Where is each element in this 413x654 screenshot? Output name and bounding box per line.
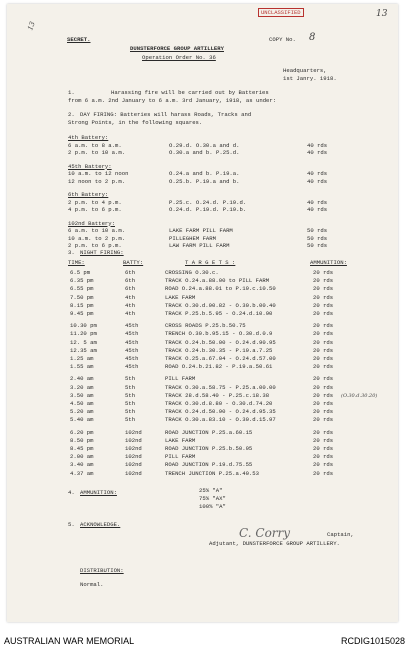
- night-row-battery: 4th: [125, 310, 136, 317]
- night-header-target: T A R G E T S :: [185, 259, 236, 266]
- night-row-rounds: 20 rds: [313, 338, 334, 346]
- night-row-battery: 45th: [125, 330, 139, 338]
- night-row-target: TRACK O.24.b.30.35 - P.19.a.7.25: [165, 346, 273, 354]
- night-row-target: TRACK O.24.d.50.90 - O.24.d.95.35: [165, 408, 276, 416]
- night-row-rounds: 20 rds: [313, 375, 334, 383]
- day-battery-heading: 102nd Battery:: [68, 219, 115, 227]
- night-row-target: ROAD O.24.b.21.82 - P.19.a.50.61: [165, 363, 273, 371]
- night-row-battery: 5th: [125, 383, 136, 391]
- night-row-rounds: 20 rds: [313, 416, 334, 424]
- night-row-battery: 6th: [125, 285, 136, 293]
- night-row-battery: 5th: [125, 400, 136, 407]
- distribution-item: Normal.: [80, 581, 104, 588]
- para2-line2: Strong Points, in the following squares.: [68, 119, 203, 126]
- night-row-target: LAKE FARM: [165, 436, 196, 444]
- classification-stamp: UNCLASSIFIED: [258, 8, 304, 17]
- day-row-time: 6 a.m. to 8 a.m.: [68, 141, 122, 149]
- day-row-rounds: 50 rds: [307, 227, 328, 234]
- day-row-squares: P.25.c. O.24.d. P.19.d.: [169, 198, 247, 206]
- night-row-battery: 102nd: [125, 469, 142, 477]
- night-row-time: 5.20 am: [70, 408, 94, 416]
- night-row-target: ROAD JUNCTION P.19.d.75.55: [165, 461, 253, 469]
- night-row-time: 3.40 am: [70, 461, 94, 469]
- title-line2: Operation Order No. 36: [142, 54, 216, 61]
- day-row-squares: LAKE FARM PILL FARM: [169, 227, 233, 234]
- day-row-rounds: 40 rds: [307, 141, 328, 149]
- ammunition-heading: AMMUNITION:: [80, 489, 117, 496]
- night-row-rounds: 20 rds: [313, 301, 334, 309]
- para3-number: 3.: [68, 249, 75, 256]
- night-row-target: TRACK P.25.b.5.95 - O.24.d.10.90: [165, 310, 273, 317]
- day-row-time: 12 noon to 2 p.m.: [68, 177, 126, 185]
- night-row-target: PILL FARM: [165, 453, 196, 461]
- night-firing-heading: NIGHT FIRING:: [80, 249, 124, 256]
- day-row-squares: O.29.d. O.30.a and d.: [169, 141, 240, 149]
- night-header-ammunition: AMMUNITION:: [310, 259, 347, 266]
- night-row-target: TRACK O.24.a.88.00 to PILL FARM: [165, 277, 270, 285]
- night-row-rounds: 20 rds: [313, 408, 334, 416]
- night-row-time: 1.25 am: [70, 355, 94, 362]
- day-battery-heading: 45th Battery:: [68, 162, 112, 170]
- night-row-target: ROAD O.24.a.88.01 to P.19.c.10.50: [165, 285, 276, 293]
- night-row-time: 8.15 pm: [70, 301, 94, 309]
- night-row-time: 6.20 pm: [70, 428, 94, 436]
- night-row-rounds: 20 rds: [313, 310, 334, 317]
- day-row-rounds: 40 rds: [307, 206, 328, 213]
- night-row-battery: 102nd: [125, 428, 142, 436]
- night-row-rounds: 20 rds: [313, 453, 334, 461]
- night-row-time: 4.37 am: [70, 469, 94, 477]
- day-row-rounds: 50 rds: [307, 242, 328, 249]
- night-row-rounds: 20 rds: [313, 322, 334, 330]
- night-row-battery: 4th: [125, 293, 136, 301]
- night-row-battery: 102nd: [125, 436, 142, 444]
- night-row-target: TRACK O.30.a.58.75 - P.25.a.00.00: [165, 383, 276, 391]
- night-row-battery: 5th: [125, 416, 136, 424]
- day-row-squares: PILLEGHEM FARM: [169, 234, 216, 242]
- night-row-rounds: 20 rds: [313, 355, 334, 362]
- night-row-battery: 102nd: [125, 453, 142, 461]
- day-row-rounds: 40 rds: [307, 149, 328, 156]
- night-row-battery: 6th: [125, 269, 136, 276]
- night-row-target: CROSSING O.30.c.: [165, 269, 219, 276]
- copy-number: 8: [309, 32, 316, 43]
- para1-line2: from 6 a.m. 2nd January to 6 a.m. 3rd January, 1918, as under:: [68, 97, 277, 104]
- distribution-heading: DISTRIBUTION:: [80, 567, 124, 574]
- night-row-target: TRACK O.30.d.00.82 - O.30.b.00.40: [165, 301, 276, 309]
- night-row-time: 9.45 pm: [70, 310, 94, 317]
- night-row-time: 3.50 am: [70, 391, 94, 399]
- signature-title: Adjutant, DUNSTERFORCE GROUP ARTILLERY.: [209, 540, 340, 547]
- night-row-battery: 4th: [125, 301, 136, 309]
- night-row-rounds: 20 rds: [313, 285, 334, 293]
- night-row-time: 4.50 am: [70, 400, 94, 407]
- night-row-battery: 102nd: [125, 461, 142, 469]
- acknowledge-heading: ACKNOWLEDGE.: [80, 521, 121, 528]
- copy-label: COPY No.: [269, 36, 296, 43]
- day-row-squares: LAW FARM PILL FARM: [169, 242, 230, 249]
- night-row-target: TRACK O.30.a.83.10 - O.30.d.15.97: [165, 416, 276, 424]
- hq-line1: Headquarters,: [283, 67, 327, 74]
- night-row-rounds: 20 rds: [313, 383, 334, 391]
- night-row-rounds: 20 rds: [313, 461, 334, 469]
- night-row-battery: 5th: [125, 391, 136, 399]
- ammo-line-3: 100% "A": [199, 503, 226, 510]
- night-row-target: PILL FARM: [165, 375, 196, 383]
- night-row-target: CROSS ROADS P.25.b.50.75: [165, 322, 246, 330]
- day-row-rounds: 40 rds: [307, 198, 328, 206]
- night-row-time: 6.55 pm: [70, 285, 94, 293]
- night-row-rounds: 20 rds: [313, 269, 334, 276]
- day-row-time: 4 p.m. to 6 p.m.: [68, 206, 122, 213]
- night-row-rounds: 20 rds: [313, 391, 334, 399]
- night-row-battery: 45th: [125, 363, 139, 371]
- day-battery-heading: 4th Battery:: [68, 134, 109, 141]
- day-row-time: 2 p.m. to 10 a.m.: [68, 149, 126, 156]
- day-row-time: 2 p.m. to 4 p.m.: [68, 198, 122, 206]
- night-row-note: (O.30.d.30.20): [341, 392, 378, 399]
- archive-footer: [0, 630, 413, 654]
- night-row-rounds: 20 rds: [313, 346, 334, 354]
- day-row-rounds: 40 rds: [307, 170, 328, 177]
- day-row-time: 10 a.m. to 2 p.m.: [68, 234, 126, 242]
- ammo-line-1: 25% "A": [199, 487, 223, 494]
- para5-number: 5.: [68, 521, 75, 528]
- night-row-battery: 45th: [125, 338, 139, 346]
- night-row-time: 12. 5 am: [70, 338, 97, 346]
- night-row-battery: 6th: [125, 277, 136, 285]
- para2-line1: DAY FIRING: Batteries will harass Roads, Tracks and: [80, 111, 252, 118]
- night-row-rounds: 20 rds: [313, 363, 334, 371]
- night-row-target: TRENCH JUNCTION P.25.a.40.53: [165, 469, 259, 477]
- night-header-time: TIME:: [68, 259, 85, 266]
- night-row-time: 2.40 am: [70, 375, 94, 383]
- night-row-battery: 5th: [125, 408, 136, 416]
- day-row-squares: O.30.a and b. P.25.d.: [169, 149, 240, 156]
- night-row-time: 8.45 pm: [70, 445, 94, 452]
- night-row-rounds: 20 rds: [313, 330, 334, 338]
- day-row-time: 6 a.m. to 10 a.m.: [68, 227, 126, 234]
- night-row-rounds: 20 rds: [313, 277, 334, 285]
- night-row-rounds: 20 rds: [313, 428, 334, 436]
- night-header-battery: BATTY:: [123, 259, 144, 266]
- para2-number: 2.: [68, 111, 75, 118]
- footer-archive-name: AUSTRALIAN WAR MEMORIAL: [4, 636, 135, 646]
- para1-line1: Harassing fire will be carried out by Batteries: [111, 89, 269, 96]
- day-battery-heading: 6th Battery:: [68, 191, 109, 198]
- night-row-target: TRACK 28.d.58.40 - P.25.c.18.38: [165, 391, 270, 399]
- title-line1: DUNSTERFORCE GROUP ARTILLERY: [130, 45, 224, 52]
- night-row-time: 10.30 pm: [70, 322, 97, 330]
- day-row-rounds: 50 rds: [307, 234, 328, 242]
- hq-line2: 1st Janry. 1918.: [283, 75, 337, 82]
- day-row-time: 10 a.m. to 12 noon: [68, 170, 129, 177]
- night-row-battery: 45th: [125, 355, 139, 362]
- night-row-rounds: 20 rds: [313, 469, 334, 477]
- document-page: [7, 4, 398, 622]
- signature: C. Corry: [239, 526, 291, 540]
- night-row-target: TRACK O.30.d.8.80 - O.30.d.74.20: [165, 400, 273, 407]
- night-row-time: 6.35 pm: [70, 277, 94, 285]
- night-row-time: 11.20 pm: [70, 330, 97, 338]
- night-row-target: LAKE FARM: [165, 293, 196, 301]
- day-row-squares: O.25.b. P.19.a and b.: [169, 177, 240, 185]
- night-row-time: 2.00 am: [70, 453, 94, 461]
- night-row-target: TRACK O.25.a.67.04 - O.24.d.57.00: [165, 355, 276, 362]
- night-row-time: 8.50 pm: [70, 436, 94, 444]
- day-row-time: 2 p.m. to 6 p.m.: [68, 242, 122, 249]
- day-row-rounds: 40 rds: [307, 177, 328, 185]
- day-row-squares: O.24.a and b. P.19.a.: [169, 170, 240, 177]
- footer-document-id: RCDIG1015028: [340, 636, 405, 646]
- night-row-target: TRACK O.24.b.50.00 - O.24.d.90.95: [165, 338, 276, 346]
- night-row-target: ROAD JUNCTION P.25.b.50.95: [165, 445, 253, 452]
- para4-number: 4.: [68, 489, 75, 496]
- night-row-time: 1.55 am: [70, 363, 94, 371]
- page-mark: 13: [26, 20, 37, 32]
- night-row-time: 6.5 pm: [70, 269, 91, 276]
- signature-rank: Captain,: [327, 531, 354, 538]
- night-row-time: 12.35 am: [70, 346, 97, 354]
- para1-number: 1.: [68, 89, 75, 96]
- night-row-rounds: 20 rds: [313, 400, 334, 407]
- corner-mark: 13: [376, 9, 388, 19]
- night-row-battery: 5th: [125, 375, 136, 383]
- night-row-time: 7.50 pm: [70, 293, 94, 301]
- night-row-time: 5.40 am: [70, 416, 94, 424]
- night-row-time: 3.20 am: [70, 383, 94, 391]
- night-row-battery: 45th: [125, 322, 139, 330]
- night-row-target: TRENCH O.30.b.95.15 - O.30.d.0.9: [165, 330, 273, 338]
- ammo-line-2: 75% "AX": [199, 495, 226, 502]
- night-row-battery: 102nd: [125, 445, 142, 452]
- night-row-rounds: 20 rds: [313, 445, 334, 452]
- night-row-target: ROAD JUNCTION P.25.a.60.15: [165, 428, 253, 436]
- night-row-rounds: 20 rds: [313, 436, 334, 444]
- day-row-squares: O.24.d. P.19.d. P.19.b.: [169, 206, 247, 213]
- night-row-rounds: 20 rds: [313, 293, 334, 301]
- night-row-battery: 45th: [125, 346, 139, 354]
- classification: SECRET.: [67, 36, 91, 43]
